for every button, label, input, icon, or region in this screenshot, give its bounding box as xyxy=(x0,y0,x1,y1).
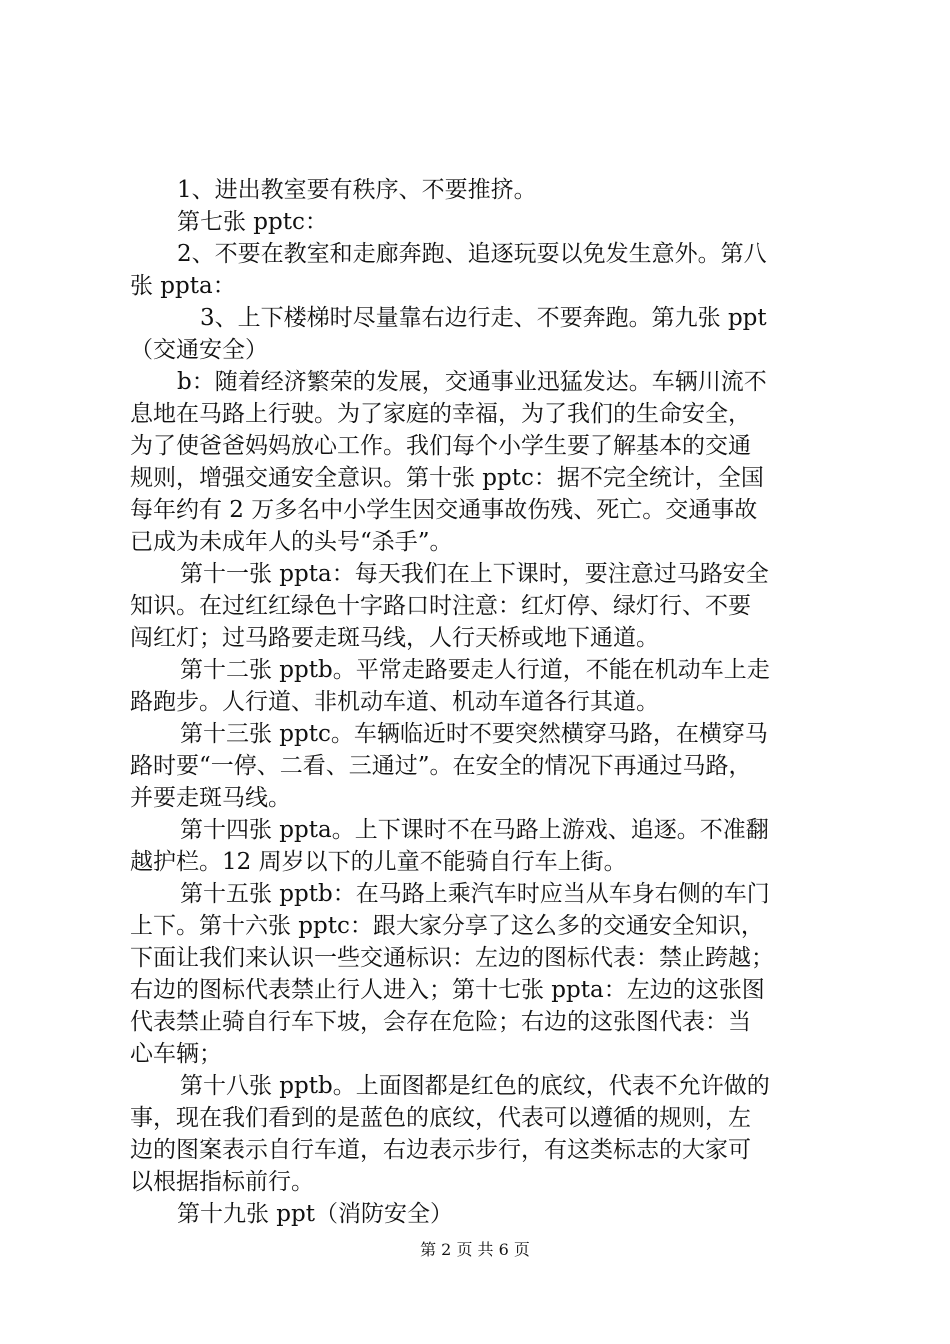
text-line: （交通安全） xyxy=(130,337,268,363)
text-line: 路时要“一停、二看、三通过”。在安全的情况下再通过马路， xyxy=(130,753,752,779)
text-line: 并要走斑马线。 xyxy=(130,785,291,811)
text-line: 已成为未成年人的头号“杀手”。 xyxy=(130,529,453,555)
text-line: 息地在马路上行驶。为了家庭的幸福，为了我们的生命安全， xyxy=(130,401,751,427)
page-footer: 第 2 页 共 6 页 xyxy=(420,1240,530,1259)
text-line: 3、上下楼梯时尽量靠右边行走、不要奔跑。第九张 ppt xyxy=(200,305,767,331)
text-line: 第十八张 pptb。上面图都是红色的底纹，代表不允许做的 xyxy=(180,1073,770,1099)
text-line: 知识。在过红红绿色十字路口时注意：红灯停、绿灯行、不要 xyxy=(130,593,751,619)
text-line: 代表禁止骑自行车下坡，会存在危险；右边的这张图代表：当 xyxy=(130,1009,751,1035)
text-line: 每年约有 2 万多名中小学生因交通事故伤残、死亡。交通事故 xyxy=(130,497,758,523)
text-line: 规则，增强交通安全意识。第十张 pptc：据不完全统计，全国 xyxy=(130,465,764,491)
text-line: 以根据指标前行。 xyxy=(130,1169,314,1195)
text-line: 边的图案表示自行车道，右边表示步行，有这类标志的大家可 xyxy=(130,1137,751,1163)
text-line: 闯红灯；过马路要走斑马线，人行天桥或地下通道。 xyxy=(130,625,659,651)
text-line: 越护栏。12 周岁以下的儿童不能骑自行车上街。 xyxy=(130,849,627,875)
text-line: 第十一张 ppta：每天我们在上下课时，要注意过马路安全 xyxy=(180,561,769,587)
text-line: 路跑步。人行道、非机动车道、机动车道各行其道。 xyxy=(130,689,659,715)
text-line: 张 ppta： xyxy=(130,273,236,299)
text-line: 1、进出教室要有秩序、不要推挤。 xyxy=(177,177,537,203)
text-line: 下面让我们来认识一些交通标识：左边的图标代表：禁止跨越； xyxy=(130,945,774,971)
text-line: 第十五张 pptb：在马路上乘汽车时应当从车身右侧的车门 xyxy=(180,881,770,907)
text-line: 2、不要在教室和走廊奔跑、追逐玩耍以免发生意外。第八 xyxy=(177,241,767,267)
text-line: 心车辆； xyxy=(130,1041,222,1067)
text-line: 右边的图标代表禁止行人进入；第十七张 ppta：左边的这张图 xyxy=(130,977,765,1003)
text-line: 为了使爸爸妈妈放心工作。我们每个小学生要了解基本的交通 xyxy=(130,433,751,459)
text-line: 第七张 pptc： xyxy=(177,209,328,235)
text-line: 第十四张 ppta。上下课时不在马路上游戏、追逐。不准翻 xyxy=(180,817,769,843)
text-line: 第十九张 ppt（消防安全） xyxy=(177,1201,453,1227)
text-line: 上下。第十六张 pptc：跟大家分享了这么多的交通安全知识， xyxy=(130,913,764,939)
text-line: 事，现在我们看到的是蓝色的底纹，代表可以遵循的规则，左 xyxy=(130,1105,751,1131)
text-line: b：随着经济繁荣的发展，交通事业迅猛发达。车辆川流不 xyxy=(177,369,767,395)
text-line: 第十二张 pptb。平常走路要走人行道，不能在机动车上走 xyxy=(180,657,770,683)
text-line: 第十三张 pptc。车辆临近时不要突然横穿马路，在横穿马 xyxy=(180,721,768,747)
